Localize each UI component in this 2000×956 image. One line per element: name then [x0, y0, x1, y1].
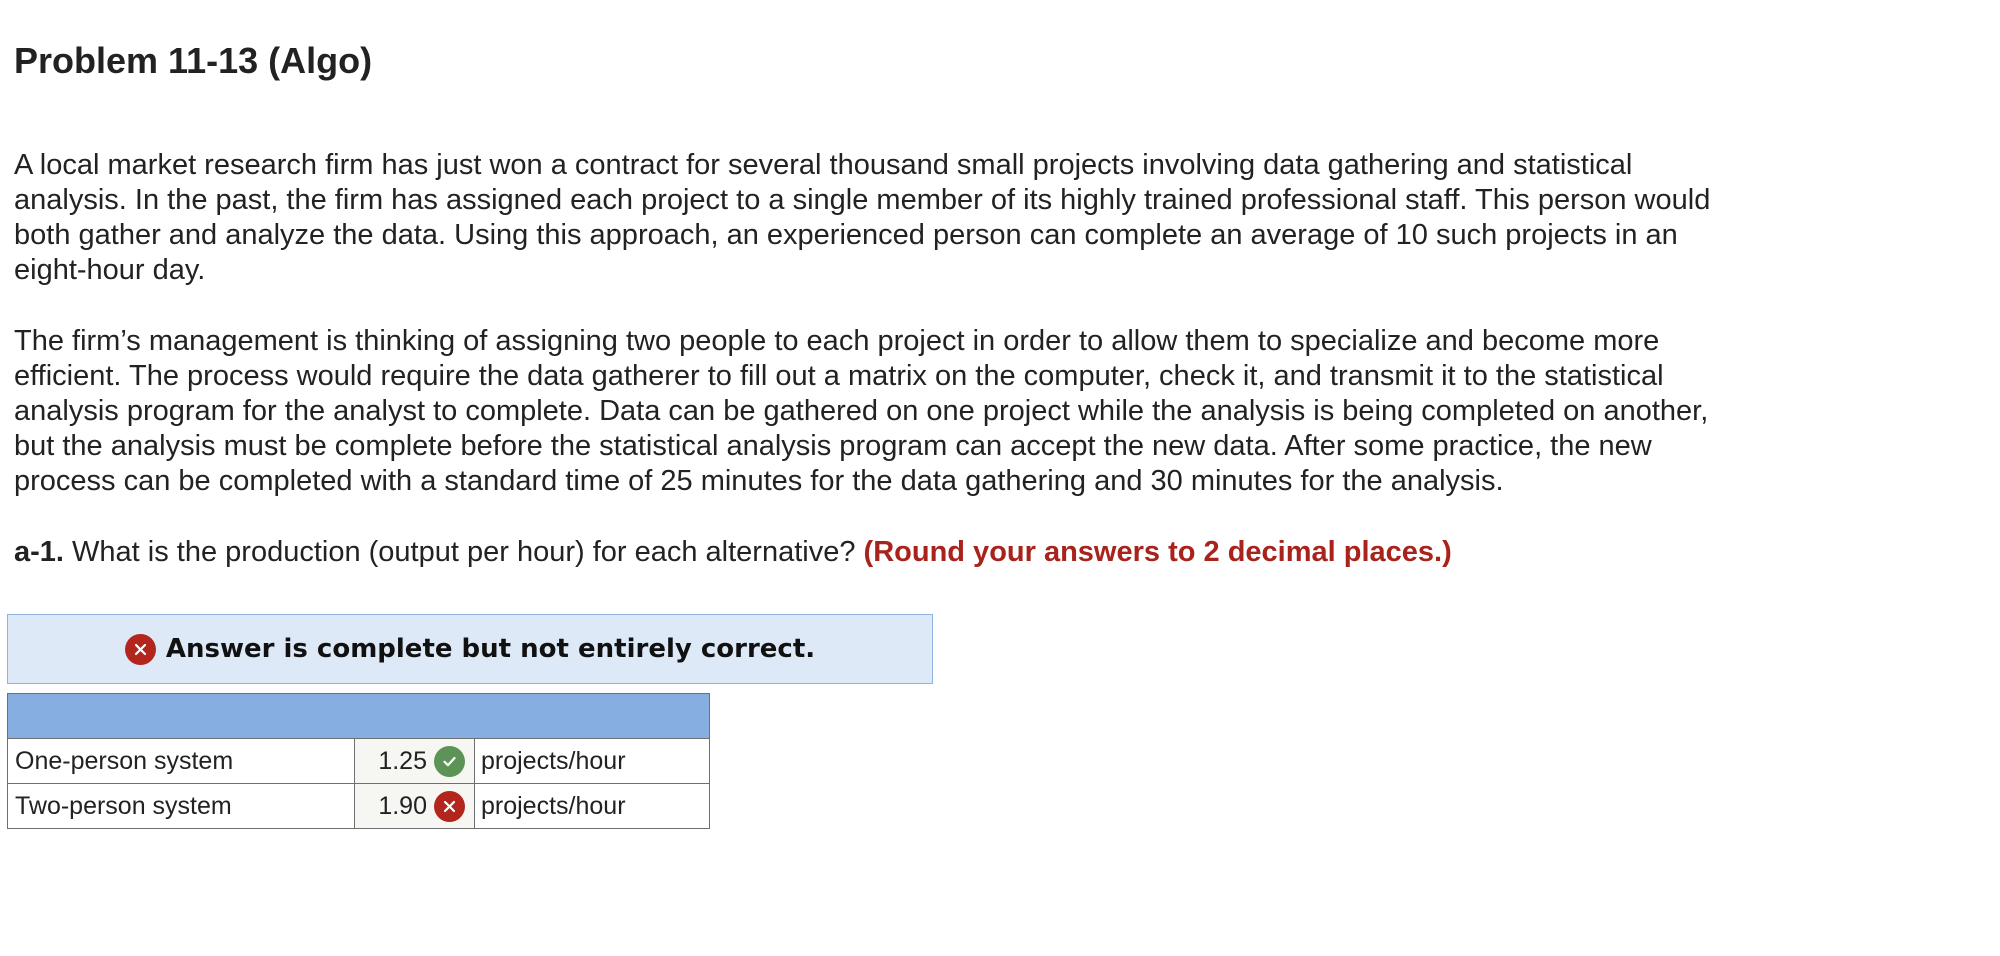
answer-value: 1.25: [378, 746, 427, 775]
problem-paragraph-1: A local market research firm has just won a contract for several thousand small projects involving data gathering and statistical analysis. In the past, the firm has assigned each project to a single member of its highly trained professional staff. This person would both gather and analyze the data. Using this approach, an experienced person can complete an average of 10 such projects in an eight-hour day.: [14, 149, 1711, 286]
feedback-message: Answer is complete but not entirely correct.: [165, 634, 816, 664]
question-a1: [14, 535, 1452, 570]
x-circle-icon: [434, 791, 465, 822]
question-text: What is the production (output per hour) for each alternative?: [63, 536, 864, 568]
x-circle-icon: [125, 634, 156, 665]
answer-table: [7, 693, 710, 829]
answer-feedback-banner: [7, 614, 933, 684]
check-circle-icon: [434, 746, 465, 777]
table-header-bar: [8, 694, 710, 739]
problem-title: Problem 11-13 (Algo): [14, 40, 373, 81]
table-header-row: [8, 694, 710, 739]
row-unit: projects/hour: [475, 784, 710, 829]
answer-value-cell[interactable]: [355, 739, 475, 784]
table-row-two-person: [8, 784, 710, 829]
row-label: Two-person system: [8, 784, 355, 829]
row-unit: projects/hour: [475, 739, 710, 784]
problem-paragraph-2: The firm’s management is thinking of assigning two people to each project in order to allow them to specialize and become more efficient. The process would require the data gatherer to fill out a matrix on the computer, check it, and transmit it to the statistical analysis program for the analyst to complete. Data can be gathered on one project while the analysis is being completed on another, but the analysis must be complete before the statistical analysis program can accept the new data. After some practice, the new process can be completed with a standard time of 25 minutes for the data gathering and 30 minutes for the analysis.: [14, 325, 1709, 497]
table-row-one-person: [8, 739, 710, 784]
answer-value: 1.90: [378, 791, 427, 820]
question-number: a-1.: [14, 536, 64, 568]
row-label: One-person system: [8, 739, 355, 784]
answer-value-cell[interactable]: [355, 784, 475, 829]
rounding-note: (Round your answers to 2 decimal places.): [863, 536, 1452, 568]
